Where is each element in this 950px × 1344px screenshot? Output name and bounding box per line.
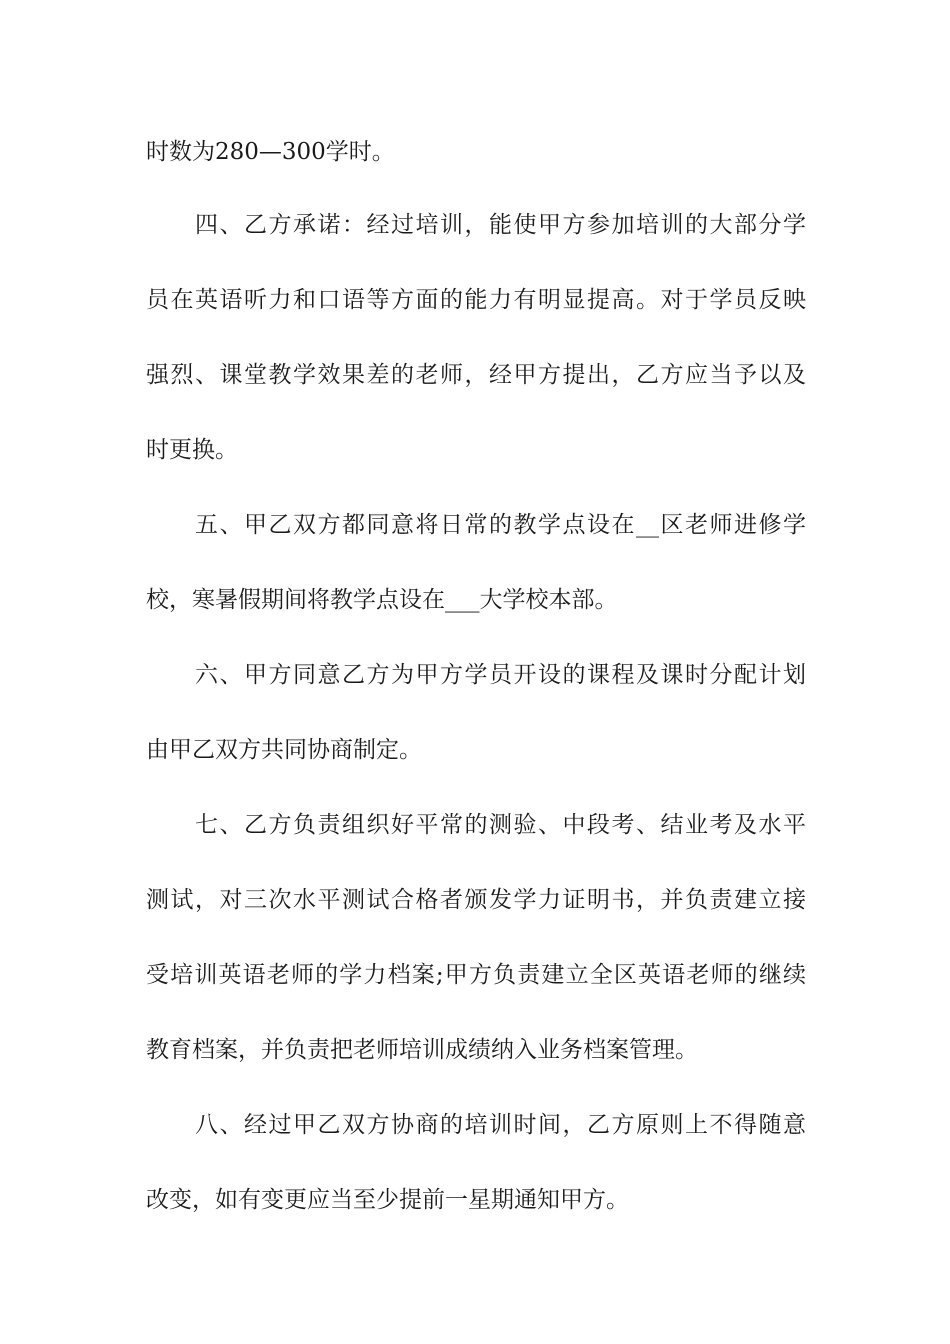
paragraph-5-line-1: 五、甲乙双方都同意将日常的教学点设在__区老师进修学	[195, 512, 806, 538]
paragraph-6-line-1: 六、甲方同意乙方为甲方学员开设的课程及课时分配计划	[195, 662, 806, 688]
paragraph-7-line-3: 受培训英语老师的学力档案;甲方负责建立全区英语老师的继续	[146, 962, 806, 988]
paragraph-4-line-1: 四、乙方承诺：经过培训，能使甲方参加培训的大部分学	[195, 212, 806, 238]
paragraph-5-line-2: 校，寒暑假期间将教学点设在___大学校本部。	[146, 587, 618, 613]
paragraph-7-line-4: 教育档案，并负责把老师培训成绩纳入业务档案管理。	[146, 1037, 698, 1063]
text-line: 时数为280—300学时。	[146, 139, 395, 165]
paragraph-4-line-4: 时更换。	[146, 437, 238, 463]
paragraph-4-line-3: 强烈、课堂教学效果差的老师，经甲方提出，乙方应当予以及	[146, 362, 806, 388]
paragraph-8-line-1: 八、经过甲乙双方协商的培训时间，乙方原则上不得随意	[195, 1112, 806, 1138]
paragraph-7-line-2: 测试，对三次水平测试合格者颁发学力证明书，并负责建立接	[146, 887, 806, 913]
paragraph-8-line-2: 改变，如有变更应当至少提前一星期通知甲方。	[146, 1187, 629, 1213]
paragraph-6-line-2: 由甲乙双方共同协商制定。	[146, 737, 422, 763]
paragraph-4-line-2: 员在英语听力和口语等方面的能力有明显提高。对于学员反映	[146, 287, 806, 313]
paragraph-7-line-1: 七、乙方负责组织好平常的测验、中段考、结业考及水平	[195, 812, 806, 838]
